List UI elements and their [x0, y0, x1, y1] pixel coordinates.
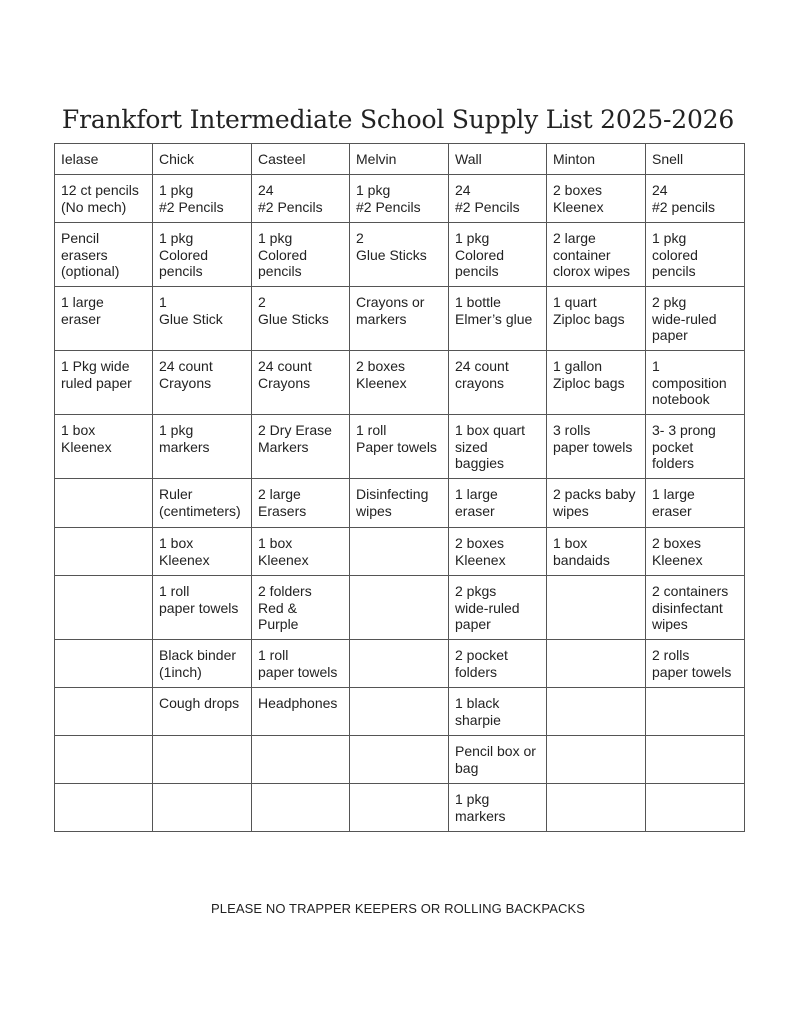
supply-cell: [55, 576, 153, 640]
supply-cell: 24 count Crayons: [153, 351, 252, 415]
supply-cell: 1 pkg Colored pencils: [252, 223, 350, 287]
supply-cell: 1 pkg #2 Pencils: [153, 175, 252, 223]
supply-cell: 2 Dry Erase Markers: [252, 415, 350, 479]
supply-cell: [55, 528, 153, 576]
supply-cell: Cough drops: [153, 688, 252, 736]
supply-cell: 2 packs baby wipes: [547, 479, 646, 528]
supply-cell: 24 #2 Pencils: [449, 175, 547, 223]
supply-cell: 2 boxes Kleenex: [547, 175, 646, 223]
supply-cell: [153, 784, 252, 832]
footer-note: PLEASE NO TRAPPER KEEPERS OR ROLLING BACKPACKS: [210, 901, 585, 916]
supply-cell: [350, 576, 449, 640]
supply-cell: 1 box quart sized baggies: [449, 415, 547, 479]
supply-cell: [252, 736, 350, 784]
supply-cell: [153, 736, 252, 784]
supply-cell: 2 rolls paper towels: [646, 640, 745, 688]
supply-cell: [55, 640, 153, 688]
supply-cell: 3 rolls paper towels: [547, 415, 646, 479]
supply-cell: 1 pkg colored pencils: [646, 223, 745, 287]
supply-cell: [547, 640, 646, 688]
supply-cell: [646, 688, 745, 736]
supply-cell: 12 ct pencils (No mech): [55, 175, 153, 223]
supply-cell: 2 large Erasers: [252, 479, 350, 528]
supply-cell: 2 boxes Kleenex: [350, 351, 449, 415]
supply-row: [55, 415, 745, 479]
supply-cell: 2 large container clorox wipes: [547, 223, 646, 287]
supply-cell: [55, 479, 153, 528]
teacher-name: Chick: [153, 144, 252, 175]
supply-cell: 1 pkg markers: [153, 415, 252, 479]
supply-cell: 2 pkgs wide-ruled paper: [449, 576, 547, 640]
supply-cell: 1 large eraser: [55, 287, 153, 351]
supply-cell: 1 black sharpie: [449, 688, 547, 736]
supply-cell: [350, 528, 449, 576]
supply-cell: [350, 688, 449, 736]
supply-row: [55, 351, 745, 415]
supply-cell: [547, 736, 646, 784]
supply-cell: 1 gallon Ziploc bags: [547, 351, 646, 415]
supply-cell: 1 pkg Colored pencils: [153, 223, 252, 287]
supply-cell: [547, 688, 646, 736]
teacher-name: Minton: [547, 144, 646, 175]
supply-row: [55, 736, 745, 784]
supply-row: [55, 640, 745, 688]
supply-cell: Pencil box or bag: [449, 736, 547, 784]
supply-cell: Black binder (1inch): [153, 640, 252, 688]
supply-cell: 1 bottle Elmer’s glue: [449, 287, 547, 351]
supply-cell: 2 Glue Sticks: [252, 287, 350, 351]
supply-cell: [350, 784, 449, 832]
supply-cell: 2 pocket folders: [449, 640, 547, 688]
supply-cell: 2 pkg wide-ruled paper: [646, 287, 745, 351]
teacher-name: Snell: [646, 144, 745, 175]
supply-cell: 1 roll paper towels: [252, 640, 350, 688]
supply-row: [55, 287, 745, 351]
supply-cell: 1 large eraser: [646, 479, 745, 528]
supply-cell: Ruler (centimeters): [153, 479, 252, 528]
supply-cell: 1 pkg #2 Pencils: [350, 175, 449, 223]
supply-cell: 1 roll paper towels: [153, 576, 252, 640]
supply-cell: 2 boxes Kleenex: [646, 528, 745, 576]
supply-cell: Crayons or markers: [350, 287, 449, 351]
teacher-name: Melvin: [350, 144, 449, 175]
supply-cell: 1 roll Paper towels: [350, 415, 449, 479]
supply-cell: [350, 640, 449, 688]
supply-cell: [350, 736, 449, 784]
supply-cell: [646, 784, 745, 832]
supply-cell: 1 pkg Colored pencils: [449, 223, 547, 287]
supply-cell: 1 composition notebook: [646, 351, 745, 415]
supply-cell: 1 Pkg wide ruled paper: [55, 351, 153, 415]
supply-row: [55, 175, 745, 223]
supply-cell: 2 containers disinfectant wipes: [646, 576, 745, 640]
page-title: Frankfort Intermediate School Supply List 2025-2026: [61, 104, 735, 134]
supply-cell: 1 pkg markers: [449, 784, 547, 832]
supply-cell: 1 box Kleenex: [252, 528, 350, 576]
supply-cell: [55, 688, 153, 736]
teacher-name: Casteel: [252, 144, 350, 175]
supply-cell: 24 #2 pencils: [646, 175, 745, 223]
supply-cell: 2 folders Red & Purple: [252, 576, 350, 640]
supply-row: [55, 576, 745, 640]
supply-row: [55, 479, 745, 528]
supply-row: [55, 784, 745, 832]
supply-cell: 1 Glue Stick: [153, 287, 252, 351]
supply-cell: 1 large eraser: [449, 479, 547, 528]
supply-row: [55, 223, 745, 287]
supply-cell: 24 count crayons: [449, 351, 547, 415]
supply-cell: [646, 736, 745, 784]
supply-cell: 1 box bandaids: [547, 528, 646, 576]
supply-cell: Pencil erasers (optional): [55, 223, 153, 287]
supply-cell: 24 #2 Pencils: [252, 175, 350, 223]
teacher-header-row: [55, 144, 745, 175]
supply-cell: 24 count Crayons: [252, 351, 350, 415]
supply-cell: [547, 784, 646, 832]
teacher-name: Ielase: [55, 144, 153, 175]
supply-row: [55, 528, 745, 576]
supply-cell: [55, 784, 153, 832]
supply-cell: Headphones: [252, 688, 350, 736]
supply-cell: 2 Glue Sticks: [350, 223, 449, 287]
supply-cell: [547, 576, 646, 640]
teacher-name: Wall: [449, 144, 547, 175]
supply-row: [55, 688, 745, 736]
supply-cell: 1 quart Ziploc bags: [547, 287, 646, 351]
supply-cell: 1 box Kleenex: [153, 528, 252, 576]
supply-cell: Disinfecting wipes: [350, 479, 449, 528]
supply-cell: 1 box Kleenex: [55, 415, 153, 479]
supply-cell: [252, 784, 350, 832]
supply-cell: 2 boxes Kleenex: [449, 528, 547, 576]
supply-cell: [55, 736, 153, 784]
supply-table: [54, 143, 745, 832]
supply-cell: 3- 3 prong pocket folders: [646, 415, 745, 479]
